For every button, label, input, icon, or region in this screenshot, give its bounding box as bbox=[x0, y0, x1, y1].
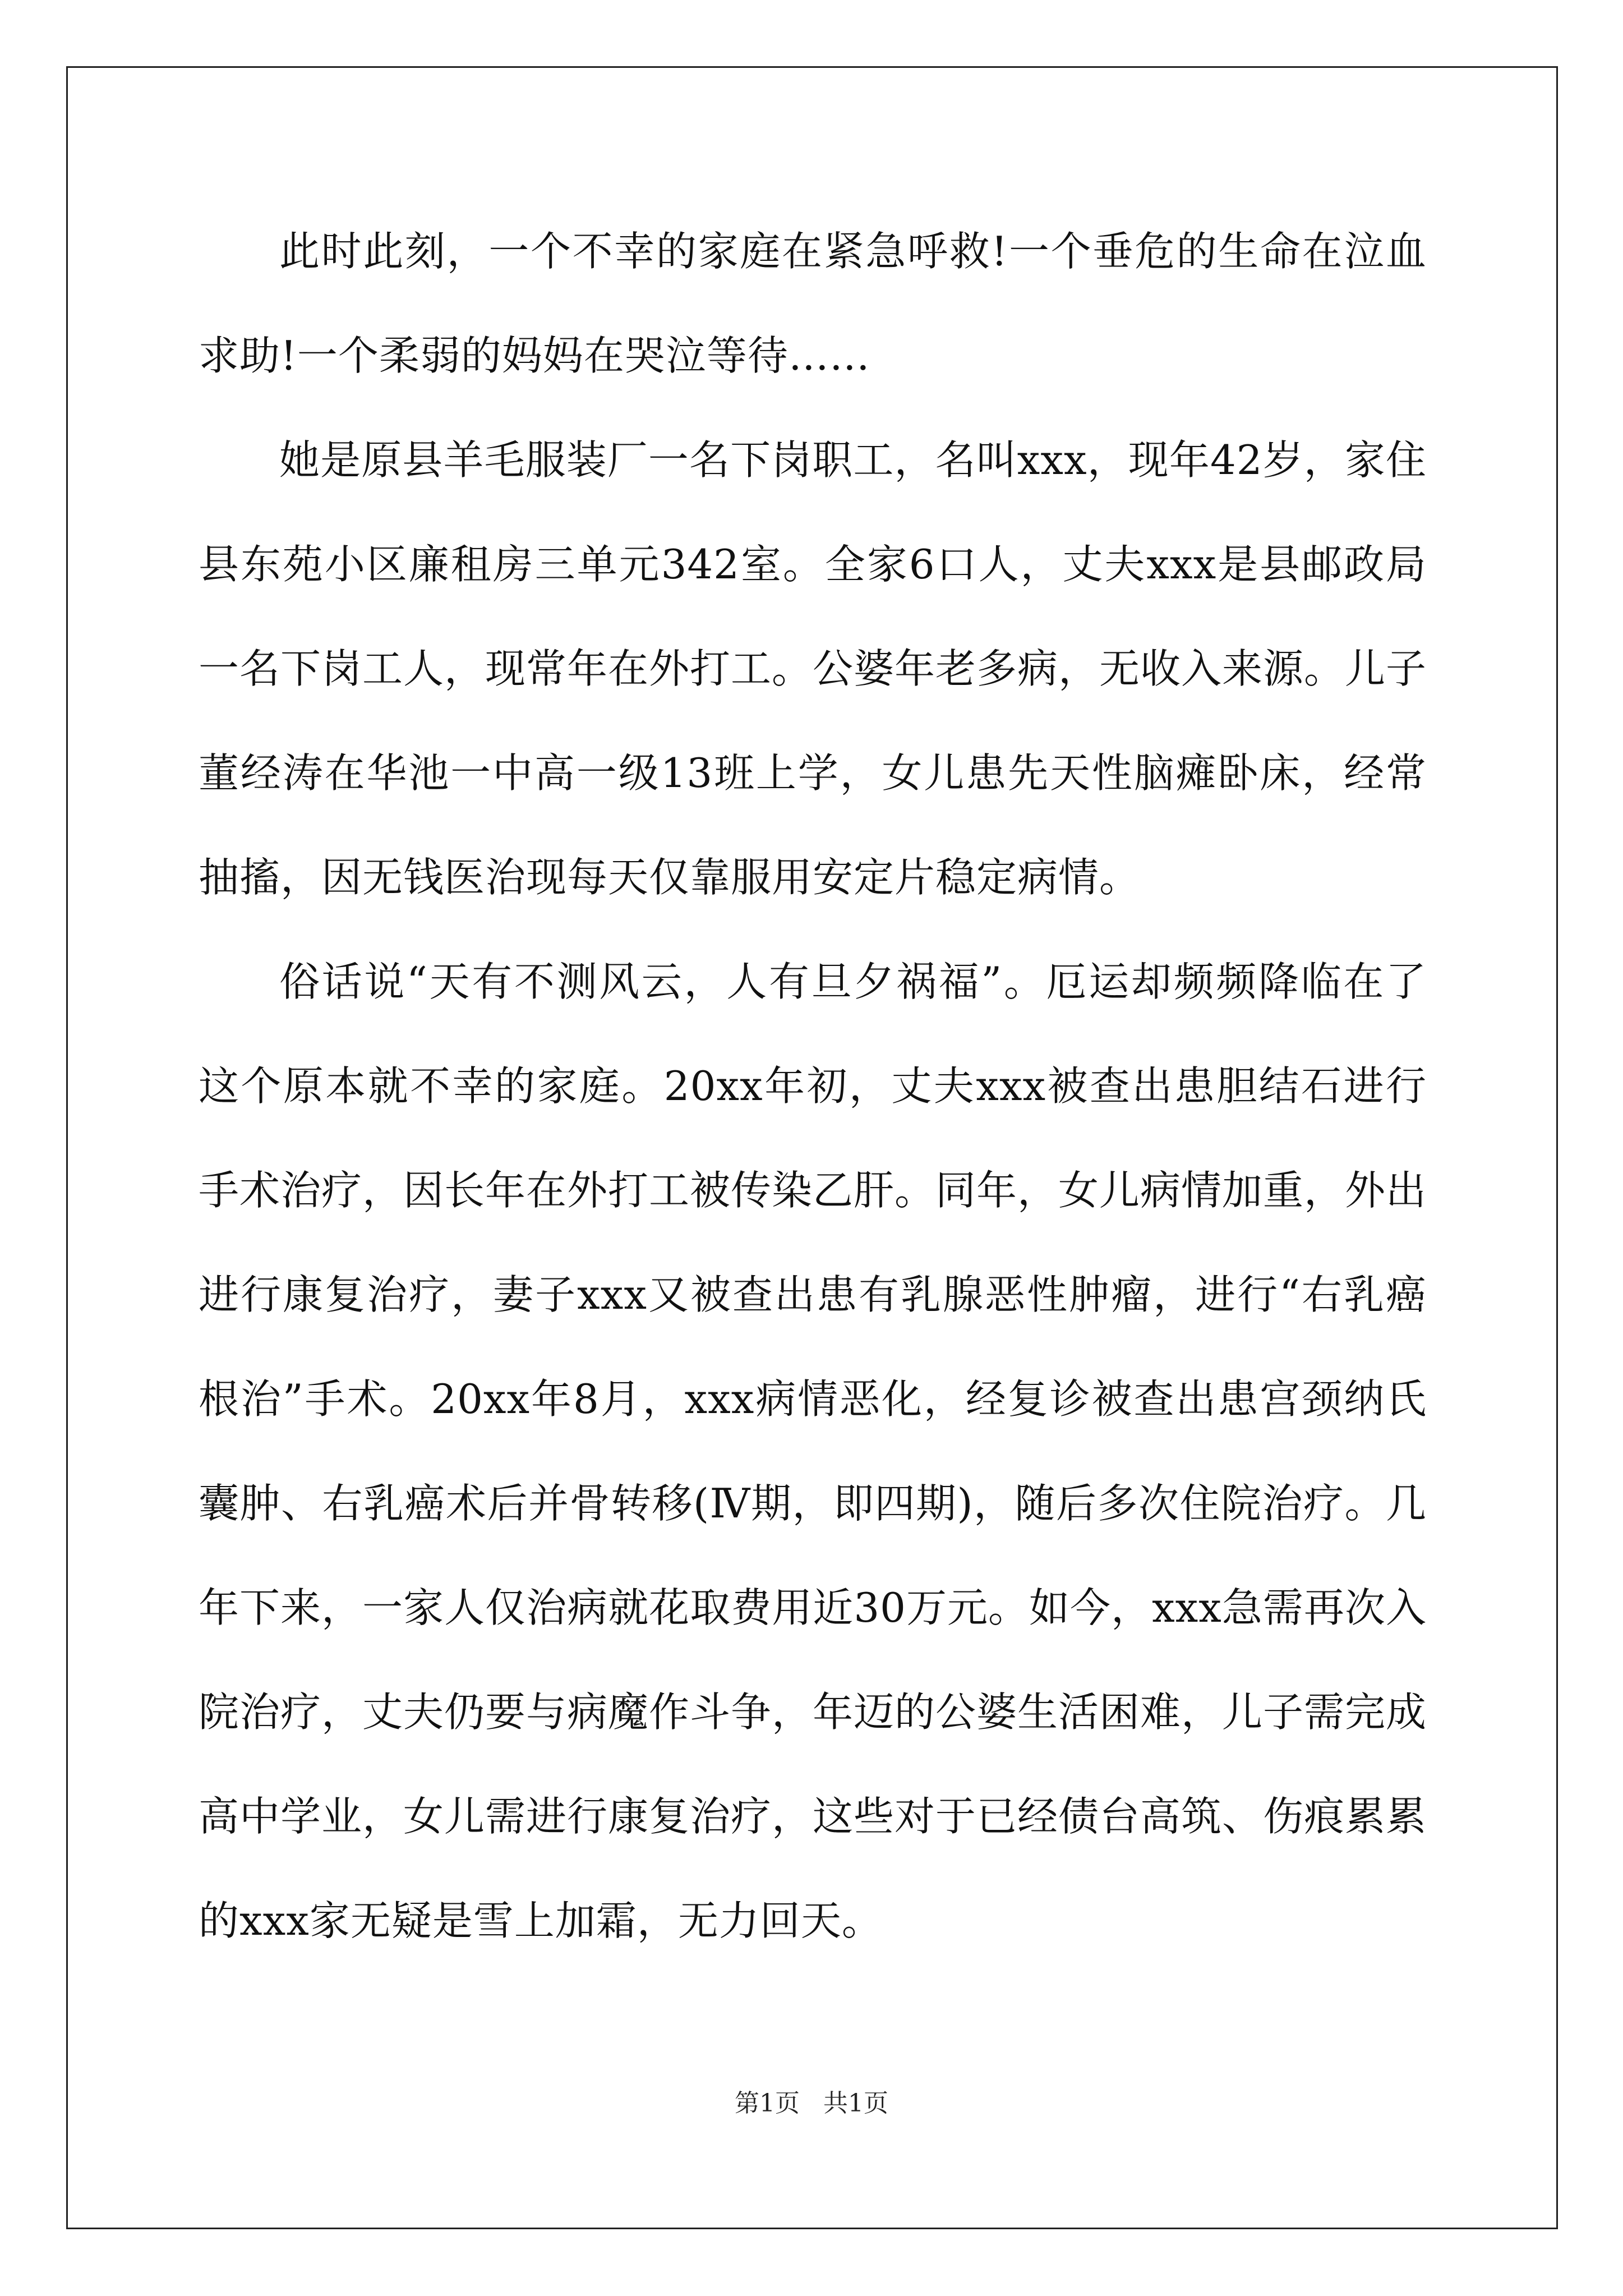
paragraph-1: 此时此刻，一个不幸的家庭在紧急呼救!一个垂危的生命在泣血求助!一个柔弱的妈妈在哭泣等待…… bbox=[199, 228, 1427, 379]
page-total: 共1页 bbox=[823, 2089, 888, 2118]
document-body bbox=[199, 199, 1427, 1973]
paragraph-3: 俗话说“天有不测风云，人有旦夕祸福”。厄运却频频降临在了这个原本就不幸的家庭。20xx年初，丈夫xxx被查出患胆结石进行手术治疗，因长年在外打工被传染乙肝。同年，女儿病情加重，外出进行康复治疗，妻子xxx又被查出患有乳腺恶性肿瘤，进行“右乳癌根治”手术。20xx年8月，xxx病情恶化，经复诊被查出患宫颈纳氏囊肿、右乳癌术后并骨转移(Ⅳ期，即四期)，随后多次住院治疗。几年下来，一家人仅治病就花取费用近30万元。如今，xxx急需再次入院治疗，丈夫仍要与病魔作斗争，年迈的公婆生活困难，儿子需完成高中学业，女儿需进行康复治疗，这些对于已经债台高筑、伤痕累累的xxx家无疑是雪上加霜，无力回天。 bbox=[199, 958, 1427, 1944]
paragraph-2: 她是原县羊毛服装厂一名下岗职工，名叫xxx，现年42岁，家住县东苑小区廉租房三单元342室。全家6口人，丈夫xxx是县邮政局一名下岗工人，现常年在外打工。公婆年老多病，无收入来源。儿子董经涛在华池一中高一级13班上学，女儿患先天性脑瘫卧床，经常抽搐，因无钱医治现每天仅靠服用安定片稳定病情。 bbox=[199, 436, 1427, 901]
page-number: 第1页 bbox=[735, 2089, 800, 2118]
page-footer bbox=[0, 2087, 1623, 2120]
